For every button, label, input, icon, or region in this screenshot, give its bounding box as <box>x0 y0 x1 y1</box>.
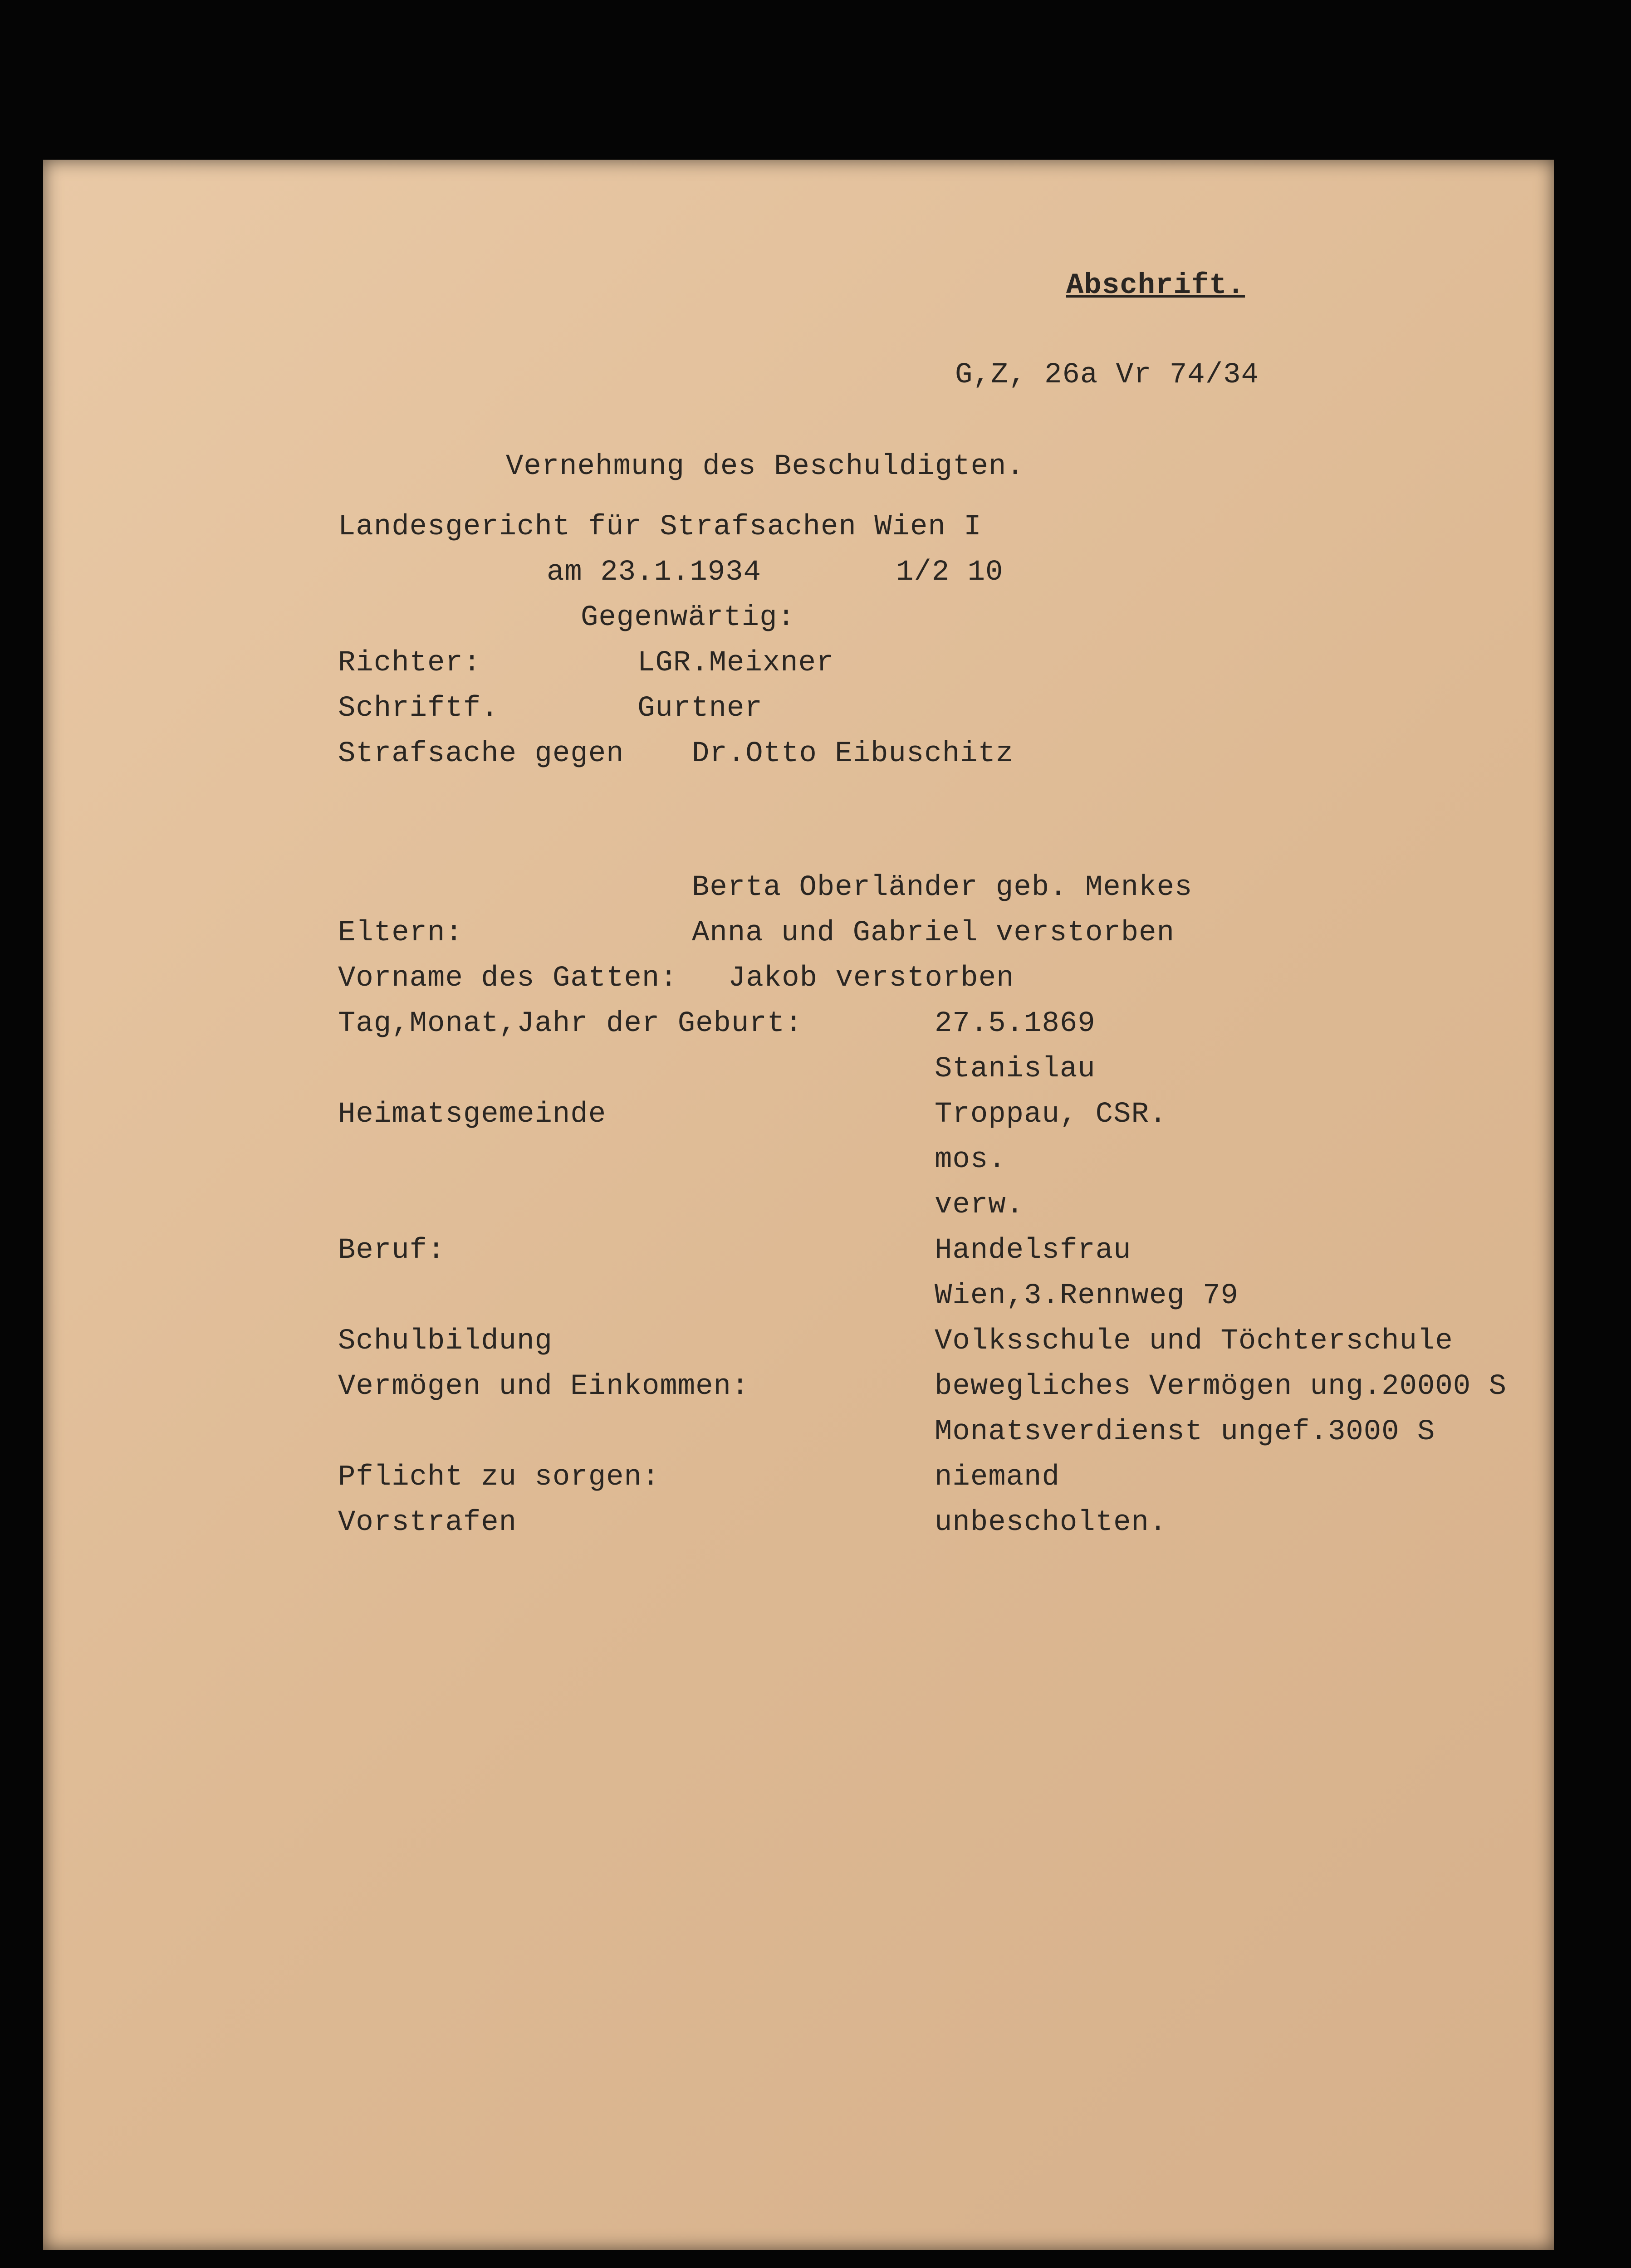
record-label: Vorstrafen <box>338 1506 517 1539</box>
religion-value: mos. <box>935 1144 1006 1176</box>
case-label: Strafsache gegen <box>338 738 624 770</box>
home-value: Troppau, CSR. <box>935 1098 1167 1131</box>
present-label: Gegenwärtig: <box>581 601 795 634</box>
birth-date: 27.5.1869 <box>935 1007 1096 1040</box>
case-value: Dr.Otto Eibuschitz <box>692 738 1014 770</box>
clerk-label: Schriftf. <box>338 692 499 725</box>
judge-value: LGR.Meixner <box>637 647 834 679</box>
assets-label: Vermögen und Einkommen: <box>338 1370 749 1403</box>
spouse-value: Jakob verstorben <box>728 962 1014 995</box>
file-number: G,Z, 26a Vr 74/34 <box>955 359 1259 391</box>
education-label: Schulbildung <box>338 1325 553 1358</box>
occupation-value: Handelsfrau <box>935 1234 1131 1267</box>
accused-name: Berta Oberländer geb. Menkes <box>692 871 1193 904</box>
parents-value: Anna und Gabriel verstorben <box>692 917 1175 949</box>
care-label: Pflicht zu sorgen: <box>338 1461 660 1494</box>
clerk-value: Gurtner <box>637 692 763 725</box>
document-label: Abschrift. <box>1066 269 1245 302</box>
spouse-label: Vorname des Gatten: <box>338 962 678 995</box>
hearing-time: 1/2 10 <box>896 556 1004 589</box>
birth-place: Stanislau <box>935 1053 1096 1085</box>
court-name: Landesgericht für Strafsachen Wien I <box>338 511 982 543</box>
home-label: Heimatsgemeinde <box>338 1098 607 1131</box>
document-title: Vernehmung des Beschuldigten. <box>506 450 1024 483</box>
record-value: unbescholten. <box>935 1506 1167 1539</box>
marital-status-value: verw. <box>935 1189 1024 1222</box>
assets-value: bewegliches Vermögen ung.20000 S <box>935 1370 1507 1403</box>
address-value: Wien,3.Rennweg 79 <box>935 1280 1239 1312</box>
hearing-date: am 23.1.1934 <box>547 556 761 589</box>
care-value: niemand <box>935 1461 1060 1494</box>
occupation-label: Beruf: <box>338 1234 446 1267</box>
judge-label: Richter: <box>338 647 481 679</box>
income-value: Monatsverdienst ungef.3000 S <box>935 1416 1435 1448</box>
birth-label: Tag,Monat,Jahr der Geburt: <box>338 1007 803 1040</box>
education-value: Volksschule und Töchterschule <box>935 1325 1453 1358</box>
parents-label: Eltern: <box>338 917 463 949</box>
